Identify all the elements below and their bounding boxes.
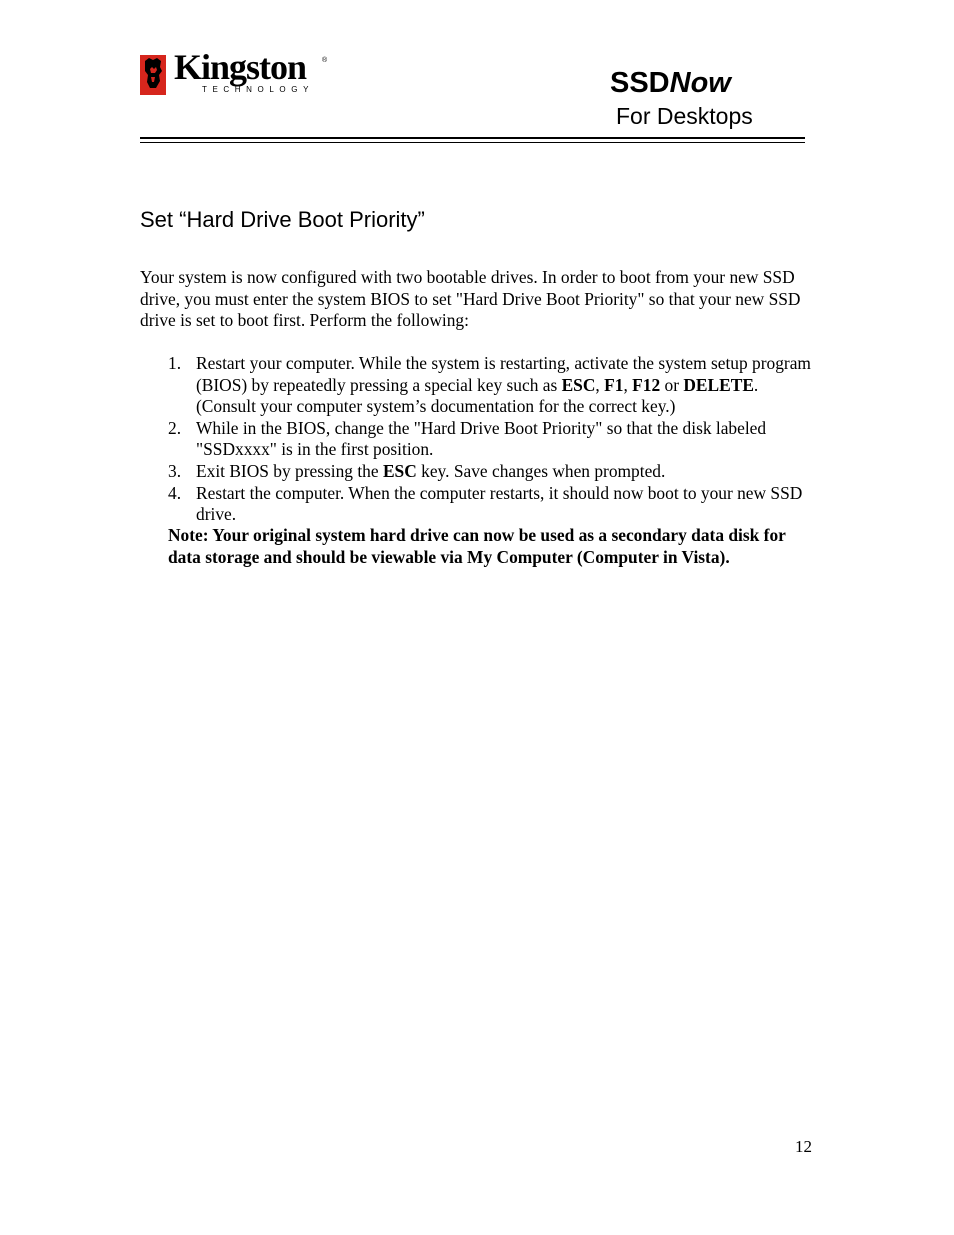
product-title	[610, 69, 731, 98]
note-paragraph: Note: Your original system hard drive can now be used as a secondary data disk for data storage and should be viewable via My Computer (Computer in Vista).	[168, 525, 786, 567]
step-keyword: ESC	[561, 374, 596, 395]
step-item	[168, 418, 818, 461]
step-text: ,	[595, 374, 605, 395]
step-item	[168, 461, 818, 483]
step-number: 4.	[168, 482, 182, 503]
step-keyword: ESC	[382, 460, 417, 481]
section-heading: Set “Hard Drive Boot Priority”	[140, 207, 425, 232]
step-text: key. Save changes when prompted.	[416, 460, 666, 481]
page-number: 12	[795, 1137, 812, 1156]
kingston-logo	[140, 47, 330, 99]
step-keyword: F1	[604, 374, 624, 395]
step-item	[168, 483, 818, 526]
step-keyword: DELETE	[683, 374, 754, 395]
step-text: . (Consult your computer system’s documentation for the correct key.)	[196, 374, 759, 417]
step-number: 3.	[168, 460, 182, 481]
step-text: Exit BIOS by pressing the	[196, 460, 383, 481]
step-number: 2.	[168, 417, 182, 438]
step-text: While in the BIOS, change the "Hard Drive Boot Priority" so that the disk labeled "SSDxxxx" is in the first position.	[196, 417, 767, 460]
product-suffix: Now	[669, 67, 731, 99]
logo-registered-mark: ®	[322, 57, 328, 64]
step-item	[168, 353, 818, 418]
kingston-head-icon	[140, 55, 166, 95]
step-text: ,	[623, 374, 633, 395]
logo-tagline: TECHNOLOGY	[202, 85, 315, 94]
step-keyword: F12	[632, 374, 661, 395]
header-divider-thin	[140, 142, 805, 143]
steps-list	[168, 353, 818, 526]
header-divider-thick	[140, 137, 805, 139]
step-text: or	[660, 374, 684, 395]
product-prefix: SSD	[610, 67, 670, 99]
step-number: 1.	[168, 353, 182, 373]
product-subtitle: For Desktops	[616, 103, 753, 129]
logo-wordmark: Kingston	[174, 47, 307, 87]
step-text: Restart your computer. While the system is restarting, activate the system setup program (BIOS) by repeatedly pressing a special key such as	[196, 353, 811, 395]
intro-paragraph: Your system is now configured with two bootable drives. In order to boot from your new SSD drive, you must enter the system BIOS to set "Hard Drive Boot Priority" so that your new SSD drive is set to boot first. Perform the following:	[140, 267, 801, 331]
step-text: Restart the computer. When the computer restarts, it should now boot to your new SSD drive.	[196, 482, 803, 525]
